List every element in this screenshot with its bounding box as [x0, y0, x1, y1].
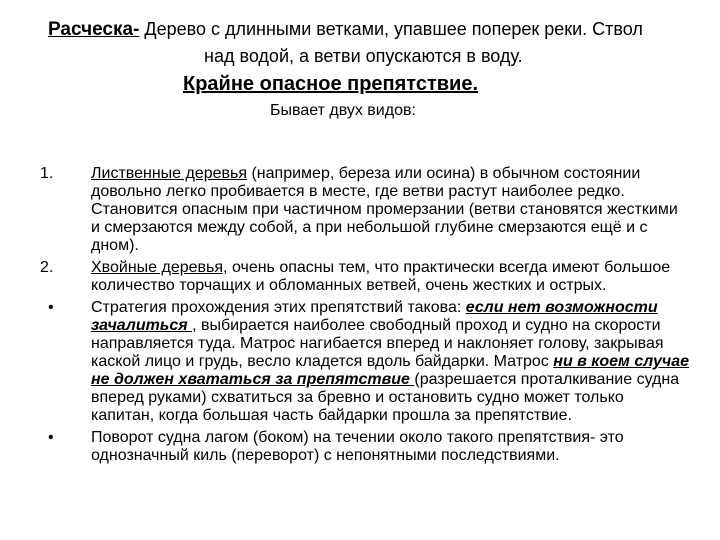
bullet-marker: •	[48, 299, 54, 316]
obstacle-list	[40, 165, 690, 469]
list-item-conifer	[40, 259, 690, 295]
list-item-deciduous	[40, 165, 690, 255]
definition-line-1: Дерево с длинными ветками, упавшее поперек реки. Ствол	[139, 19, 643, 39]
term-title: Расческа-	[48, 19, 140, 40]
strategy-text-1: Стратегия прохождения этих препятствий такова:	[91, 299, 466, 316]
strategy-emphasis-2: ни в коем случае не должен хвататься за препятствие	[91, 353, 689, 388]
list-number: 2.	[40, 259, 54, 276]
definition-heading	[48, 18, 708, 41]
warning-heading: Крайне опасное препятствие.	[183, 73, 479, 95]
bullet-marker: •	[48, 429, 54, 446]
list-item-strategy	[40, 299, 690, 425]
conifer-text: , очень опасны тем, что практически всегда имеют большое количество торчащих и обломанных ветвей, очень жестких и острых.	[91, 259, 671, 294]
broadside-text: Поворот судна лагом (боком) на течении около такого препятствия- это однозначный киль (переворот) с непонятными последствиями.	[91, 429, 624, 464]
strategy-text-2: , выбирается наиболее свободный проход и судно на скорости направляется туда. Матрос нагибается вперед и наклоняет голову, закрывая каской лицо и грудь, весло кладется вдоль байдарки. Матрос	[91, 317, 664, 370]
strategy-emphasis-1: если нет возможности зачалиться	[91, 299, 658, 334]
list-number: 1.	[40, 165, 54, 182]
definition-line-2: над водой, а ветви опускаются в воду.	[204, 46, 523, 66]
list-item-broadside	[40, 429, 690, 465]
strategy-text-3: (разрешается проталкивание судна вперед руками) схватиться за бревно и остановить судно может только капитан, когда большая часть байдарки прошла за препятствие.	[91, 371, 680, 424]
types-subheading: Бывает двух видов:	[270, 102, 416, 119]
deciduous-label: Лиственные деревья	[91, 165, 248, 182]
conifer-label: Хвойные деревья	[91, 259, 224, 276]
deciduous-text: (например, береза или осина) в обычном состоянии довольно легко пробивается в месте, где ветви растут наиболее редко. Становится опасным при частичном промерзании (ветви становятся жесткими и смерзаются между собой, а при небольшой глубине смерзаются ещё и с дном).	[91, 165, 678, 254]
